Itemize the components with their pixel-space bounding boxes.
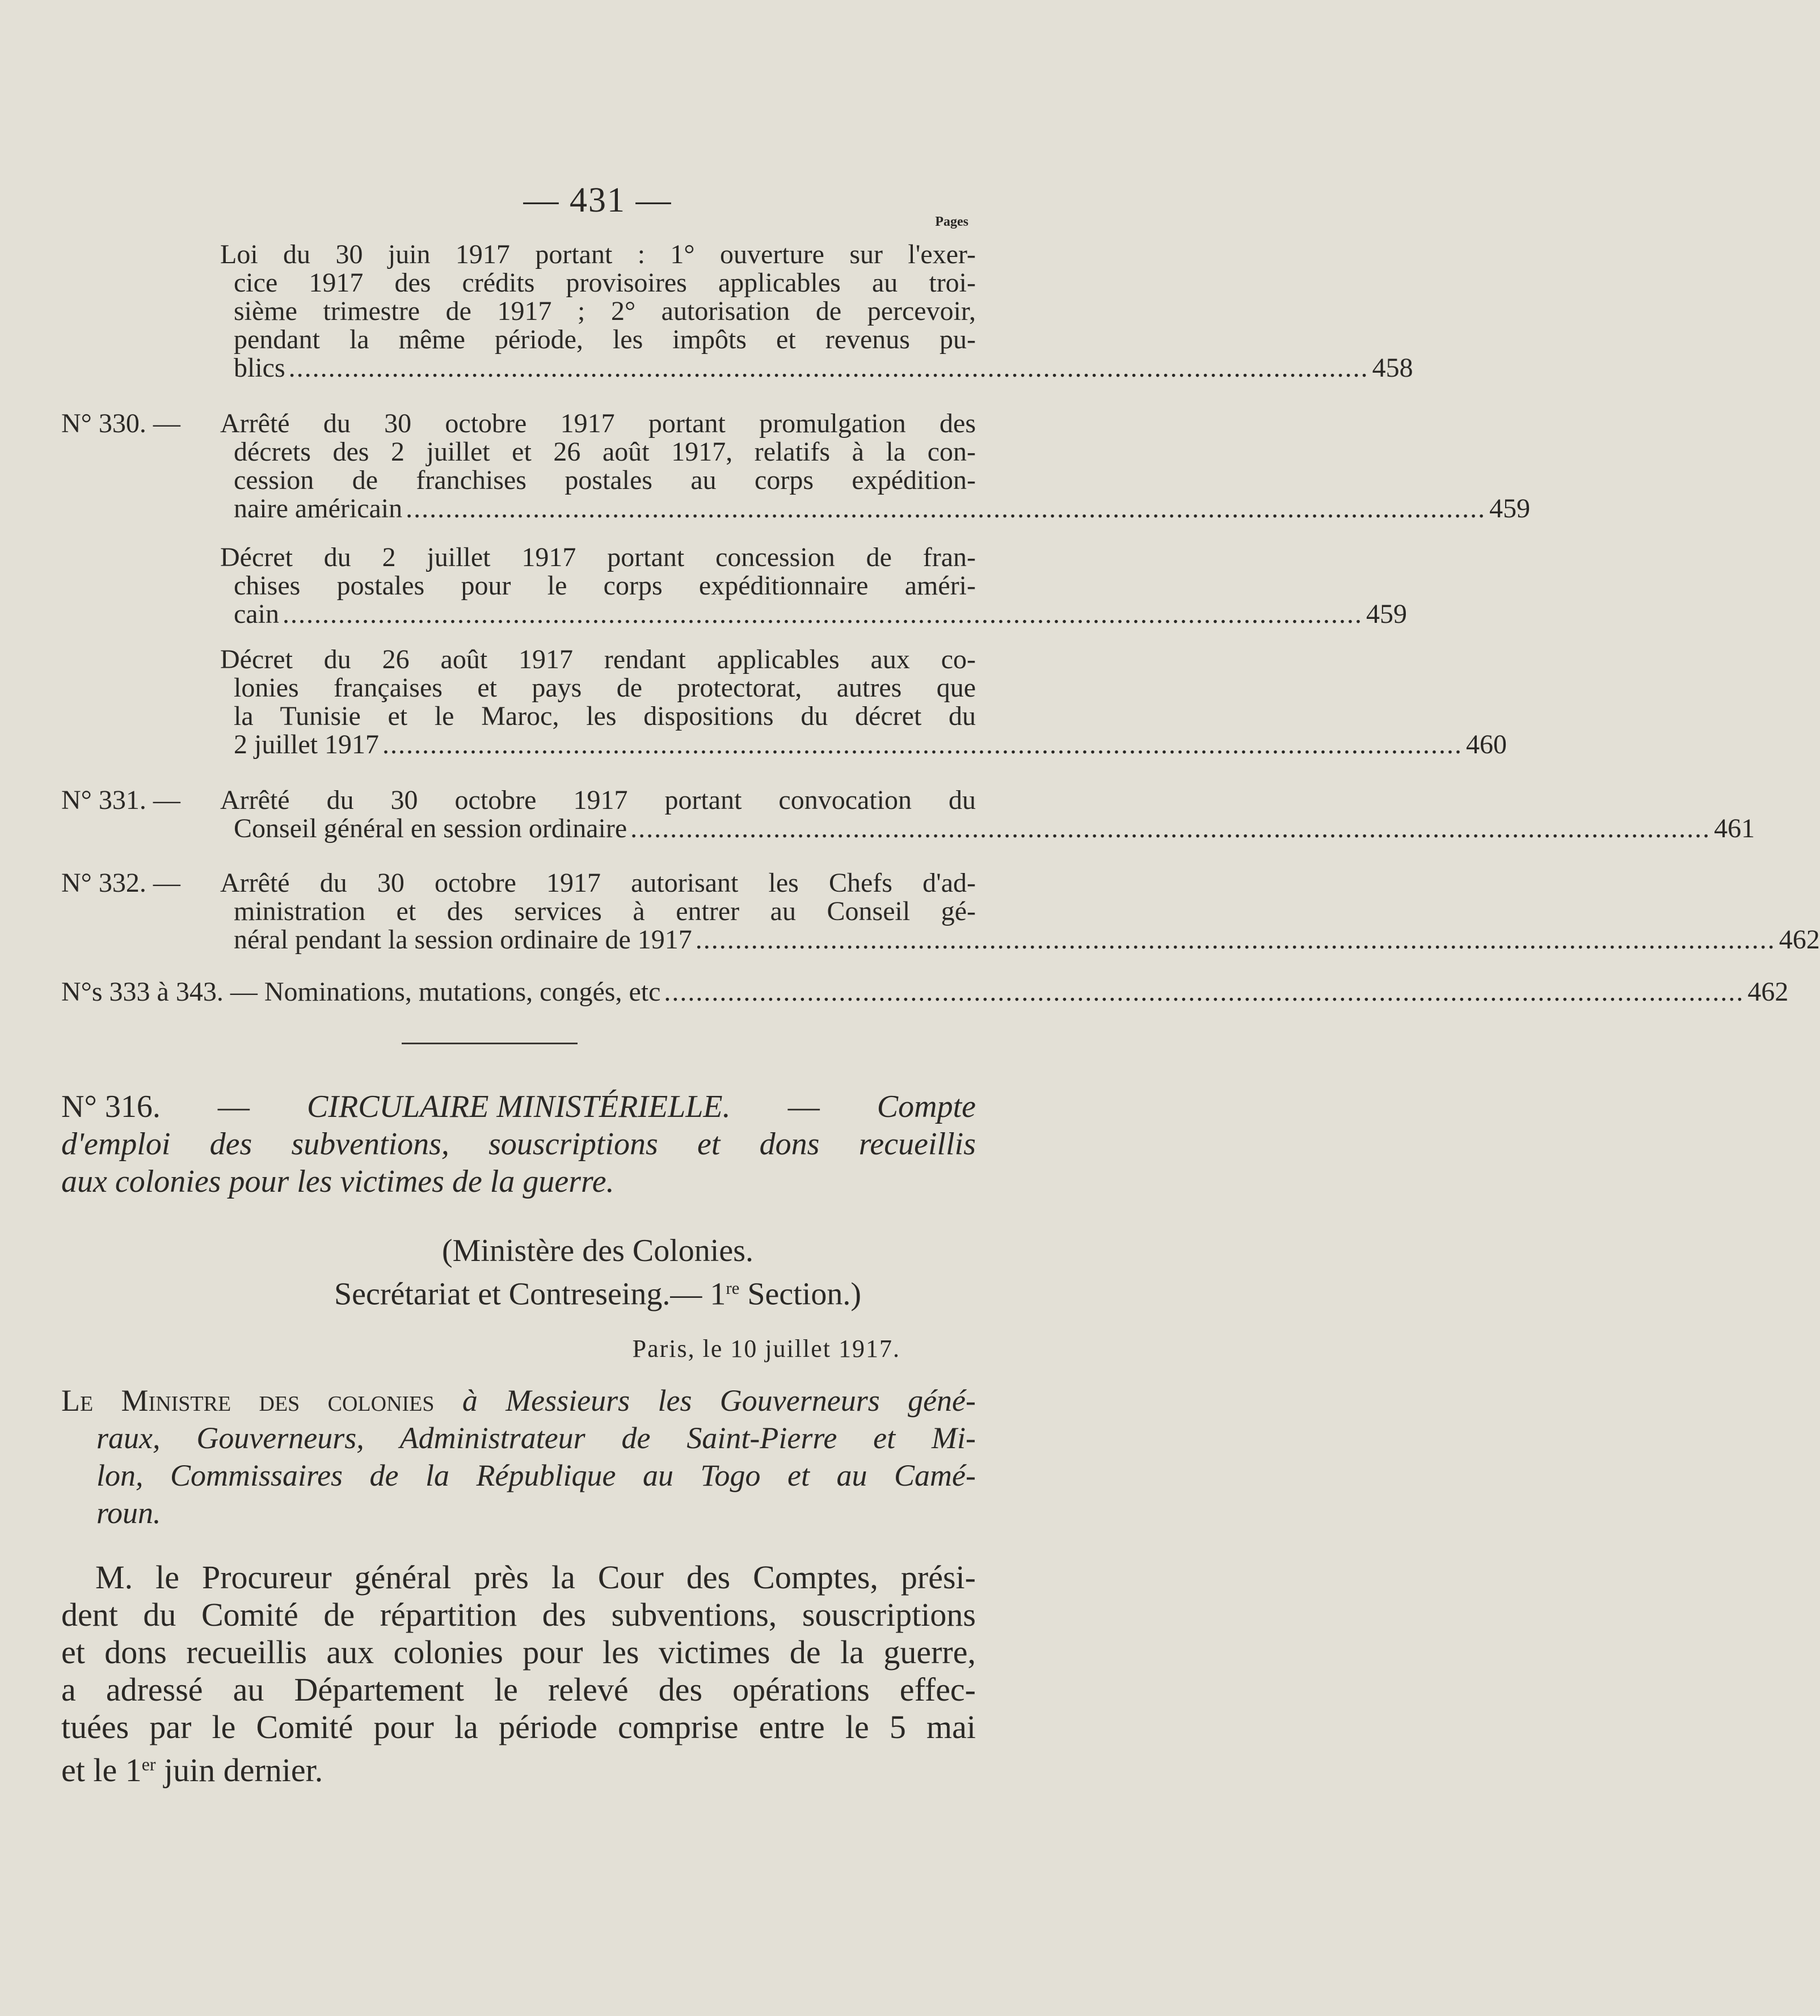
- toc-line: pendant la même période, les impôts et revenus pu-: [234, 324, 976, 355]
- addressee-text: lon, Commissaires de la République au Togo et au Camé-: [96, 1458, 976, 1492]
- section-divider: [402, 1043, 578, 1044]
- sender: Le Ministre des colonies: [61, 1384, 435, 1418]
- circular-title: CIRCULAIRE MINISTÉRIELLE.: [307, 1089, 731, 1124]
- circular-subject: d'emploi des subventions, souscriptions et dons recueillis: [61, 1127, 976, 1162]
- toc-entry: [61, 644, 1507, 760]
- body-line: et dons recueillis aux colonies pour les victimes de la guerre,: [61, 1634, 976, 1671]
- toc-entry: [61, 408, 1531, 524]
- circular-subject: aux colonies pour les victimes de la guerre.: [61, 1164, 614, 1199]
- leader-dots: ........................................................................................................................................: [282, 599, 1363, 629]
- toc-page: 462: [1779, 925, 1820, 955]
- toc-line: cession de franchises postales au corps expédition-: [234, 465, 976, 495]
- toc-entry: [61, 542, 1407, 629]
- leader-dots: ........................................................................................................................................: [382, 729, 1463, 760]
- addressee: [61, 1382, 976, 1532]
- toc-page: 458: [1372, 353, 1413, 383]
- addressee-text: à Messieurs les Gouverneurs géné-: [462, 1384, 976, 1418]
- toc-line: Arrêté du 30 octobre 1917 portant promulgation des: [220, 408, 976, 438]
- toc-line: [61, 977, 1789, 1007]
- toc-text: Conseil général en session ordinaire: [234, 813, 627, 843]
- toc-number: N° 331. —: [61, 785, 180, 815]
- body-line: tuées par le Comité pour la période comprise entre le 5 mai: [61, 1709, 976, 1745]
- circular-number: N° 316.: [61, 1089, 161, 1124]
- body-line: dent du Comité de répartition des subventions, souscriptions: [61, 1596, 976, 1633]
- toc-text: cain: [234, 599, 279, 629]
- body-line: M. le Procureur général près la Cour des Comptes, prési-: [95, 1559, 976, 1596]
- toc-line: cice 1917 des crédits provisoires applicables au troi-: [234, 268, 976, 298]
- toc-line: Arrêté du 30 octobre 1917 portant convocation du: [220, 785, 976, 815]
- toc-page: 462: [1747, 977, 1789, 1007]
- toc-entry: [61, 868, 1820, 955]
- toc-text: néral pendant la session ordinaire de 1917: [234, 925, 692, 955]
- ministry-line: Secrétariat et Contreseing.— 1re Section.): [334, 1276, 861, 1312]
- toc-text: blics: [234, 353, 285, 383]
- toc-entry: [61, 977, 1789, 1007]
- body-line: a adressé au Département le relevé des opérations effec-: [61, 1671, 976, 1708]
- toc-page: 461: [1714, 813, 1755, 843]
- toc-line: décrets des 2 juillet et 26 août 1917, relatifs à la con-: [234, 437, 976, 467]
- toc-line: Décret du 2 juillet 1917 portant concession de fran-: [220, 542, 976, 572]
- leader-dots: ........................................................................................................................................: [406, 494, 1486, 524]
- date-line: Paris, le 10 juillet 1917.: [632, 1335, 900, 1363]
- toc-line: chises postales pour le corps expéditionnaire améri-: [234, 571, 976, 601]
- toc-line: ministration et des services à entrer au Conseil gé-: [234, 896, 976, 926]
- toc-line: Loi du 30 juin 1917 portant : 1° ouverture sur l'exer-: [220, 239, 976, 269]
- toc-line: [234, 925, 1820, 955]
- toc-line: [234, 599, 1407, 629]
- toc-number: N° 332. —: [61, 868, 180, 898]
- toc-line: Décret du 26 août 1917 rendant applicables aux co-: [220, 644, 976, 674]
- toc-entry: [61, 239, 1413, 383]
- leader-dots: ........................................................................................................................................: [664, 977, 1745, 1007]
- toc-text: 2 juillet 1917: [234, 729, 379, 760]
- toc-number: N° 330. —: [61, 408, 180, 438]
- toc-line: lonies françaises et pays de protectorat, autres que: [234, 673, 976, 703]
- ministry-line: (Ministère des Colonies.: [441, 1233, 754, 1268]
- toc-page: 460: [1465, 729, 1507, 760]
- toc-line: [234, 494, 1531, 524]
- circular-subject: Compte: [877, 1089, 976, 1124]
- leader-dots: ........................................................................................................................................: [288, 353, 1369, 383]
- toc-line: [234, 813, 1755, 843]
- toc-line: Arrêté du 30 octobre 1917 autorisant les Chefs d'ad-: [220, 868, 976, 898]
- toc-entry: [61, 785, 1755, 843]
- body-line: et le 1er juin dernier.: [61, 1752, 323, 1789]
- body-paragraph: [61, 1559, 976, 1789]
- toc-text: naire américain: [234, 494, 403, 524]
- addressee-text: raux, Gouverneurs, Administrateur de Saint-Pierre et Mi-: [96, 1421, 976, 1455]
- toc-page: 459: [1366, 599, 1407, 629]
- pages-column-label: Pages: [935, 214, 968, 229]
- toc-text: N°s 333 à 343. — Nominations, mutations, congés, etc: [61, 977, 661, 1007]
- toc-line: [234, 353, 1413, 383]
- heading-dash: —: [217, 1089, 250, 1124]
- heading-dash: —: [787, 1089, 820, 1124]
- toc-page: 459: [1489, 494, 1531, 524]
- circular-heading: [61, 1088, 976, 1200]
- toc-line: [234, 729, 1507, 760]
- toc-line: la Tunisie et le Maroc, les dispositions du décret du: [234, 701, 976, 731]
- leader-dots: ........................................................................................................................................: [695, 925, 1776, 955]
- addressee-text: roun.: [96, 1496, 161, 1530]
- leader-dots: ........................................................................................................................................: [630, 813, 1711, 843]
- toc-line: sième trimestre de 1917 ; 2° autorisation de percevoir,: [234, 296, 976, 326]
- page-number: — 431 —: [523, 181, 672, 220]
- ministry-origin: [0, 1232, 1195, 1313]
